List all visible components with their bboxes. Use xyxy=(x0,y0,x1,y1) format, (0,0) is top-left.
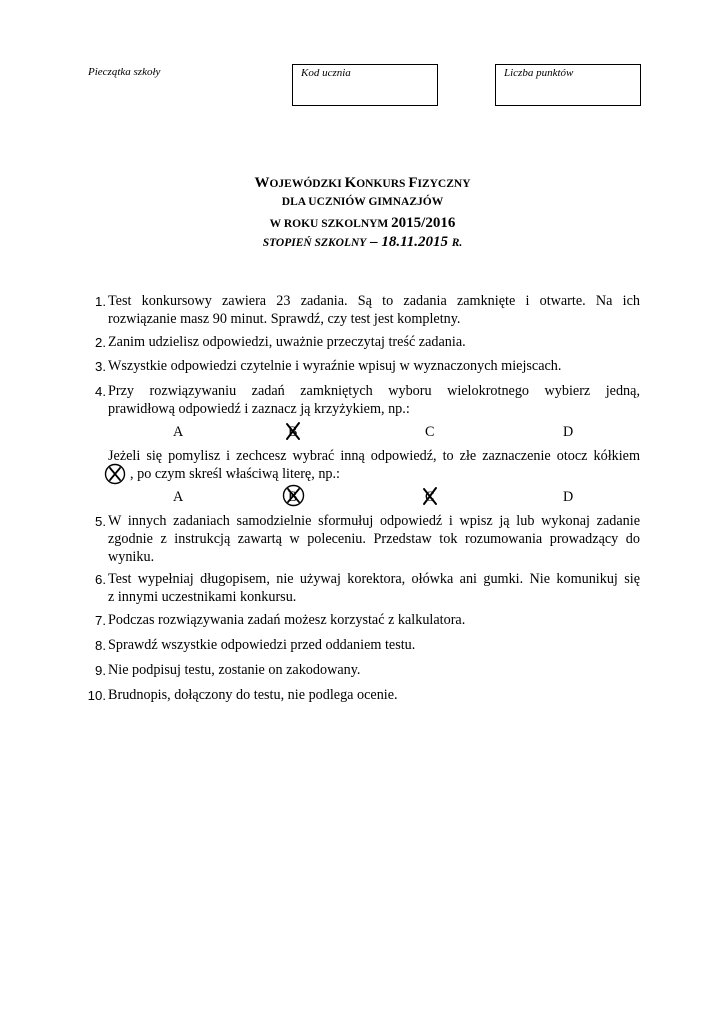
example2-option-a: A xyxy=(173,489,184,505)
school-year: W ROKU SZKOLNYM 2015/2016 xyxy=(269,215,456,231)
circled-cross-icon xyxy=(104,463,126,485)
student-code-box[interactable] xyxy=(292,64,438,106)
contest-title: WOJEWÓDZKI KONKURS FIZYCZNY xyxy=(254,175,471,191)
school-stamp-label: Pieczątka szkoły xyxy=(88,66,161,78)
example1-option-a: A xyxy=(173,424,184,440)
contest-subtitle: DLA UCZNIÓW GIMNAZJÓW xyxy=(281,196,444,208)
example1-option-b: B xyxy=(288,424,298,440)
example1-option-c: C xyxy=(425,424,435,440)
circled-cross-icon xyxy=(282,484,305,507)
example2-option-c: C xyxy=(425,489,435,505)
example2-option-d: D xyxy=(563,489,574,505)
contest-stage-date: STOPIEŃ SZKOLNY – 18.11.2015 R. xyxy=(262,234,463,250)
example1-option-d: D xyxy=(563,424,574,440)
cross-mark-icon xyxy=(284,421,302,441)
cross-mark-icon xyxy=(421,486,439,506)
points-label: Liczba punktów xyxy=(504,67,574,79)
example2-option-b: B xyxy=(288,489,298,505)
points-box[interactable] xyxy=(495,64,641,106)
student-code-label: Kod ucznia xyxy=(301,67,351,79)
